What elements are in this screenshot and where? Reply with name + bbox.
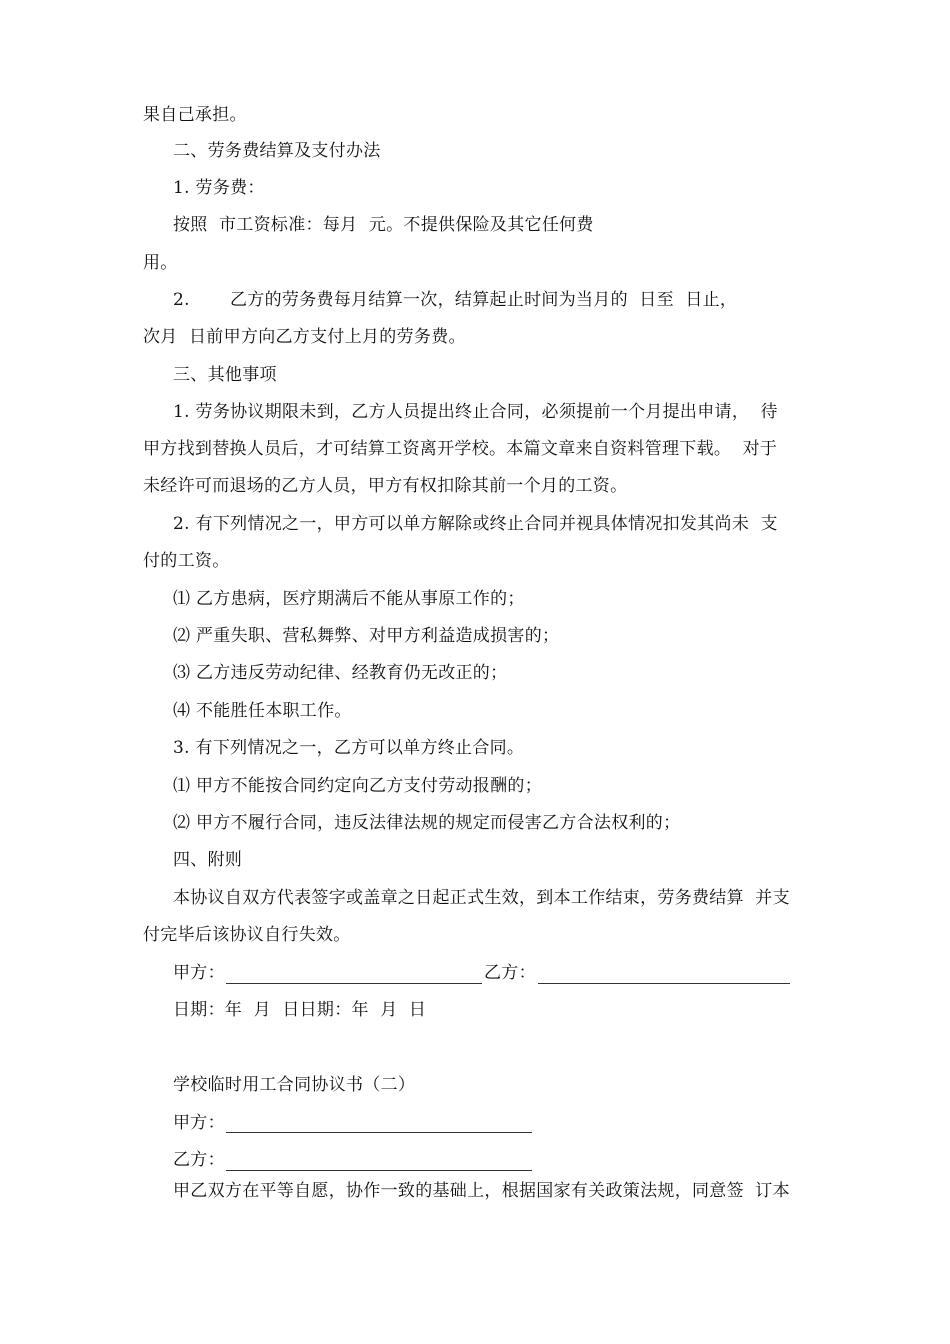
section4-heading: 四、附则 [173,850,243,870]
party-b-label: 乙方： [484,963,536,983]
section3-subitem-1: ⑴ 乙方患病，医疗期满后不能从事原工作的； [173,589,525,609]
party-a-signature-line [226,983,482,984]
contract2-title: 学校临时用工合同协议书（二） [173,1075,416,1095]
contract2-party-b-line [226,1170,532,1171]
section3-subitem-3: ⑶ 乙方违反劳动纪律、经教育仍无改正的； [173,663,508,683]
section3-item1-line3: 未经许可而退场的乙方人员，甲方有权扣除其前一个月的工资。 [143,476,628,496]
section3-subitem-6: ⑵ 甲方不履行合同，违反法律法规的规定而侵害乙方合法权利的； [173,813,681,833]
section2-item2-number: 2. [173,290,190,310]
section2-item1-text-cont: 用。 [143,253,178,273]
section3-subitem-5: ⑴ 甲方不能按合同约定向乙方支付劳动报酬的； [173,776,543,796]
section3-item2-line1: 2. 有下列情况之一，甲方可以单方解除或终止合同并视具体情况扣发其尚未 支 [173,514,778,534]
section4-text-line2: 付完毕后该协议自行失效。 [143,925,351,945]
section2-item2-text-cont: 次月 日前甲方向乙方支付上月的劳务费。 [143,327,466,347]
section3-item1-line1: 1. 劳务协议期限未到，乙方人员提出终止合同，必须提前一个月提出申请， 待 [173,402,778,422]
section2-heading: 二、劳务费结算及支付办法 [173,141,381,161]
contract2-party-a-line [226,1132,532,1133]
section3-item2-line2: 付的工资。 [143,551,230,571]
section2-item1-text: 按照 市工资标准：每月 元。不提供保险及其它任何费 [173,215,594,235]
section3-item1-line2: 甲方找到替换人员后，才可结算工资离开学校。本篇文章来自资料管理下载。 对于 [143,439,778,459]
signature-date-line: 日期：年 月 日日期：年 月 日 [173,1000,427,1020]
section3-heading: 三、其他事项 [173,365,277,385]
section2-item2-text: 乙方的劳务费每月结算一次，结算起止时间为当月的 日至 日止， [230,290,738,310]
section1-tail-text: 果自己承担。 [143,105,247,125]
section3-item3: 3. 有下列情况之一，乙方可以单方终止合同。 [173,738,525,758]
party-a-label: 甲方： [173,963,225,983]
party-b-signature-line [538,983,790,984]
contract2-party-a-label: 甲方： [173,1113,225,1133]
section3-subitem-2: ⑵ 严重失职、营私舞弊、对甲方利益造成损害的； [173,626,560,646]
section2-item1-label: 1. 劳务费： [173,178,265,198]
section3-subitem-4: ⑷ 不能胜任本职工作。 [173,701,352,721]
contract2-intro-text: 甲乙双方在平等自愿，协作一致的基础上，根据国家有关政策法规，同意签 订本 [173,1181,790,1201]
section4-text-line1: 本协议自双方代表签字或盖章之日起正式生效，到本工作结束，劳务费结算 并支 [173,888,790,908]
contract2-party-b-label: 乙方： [173,1150,225,1170]
